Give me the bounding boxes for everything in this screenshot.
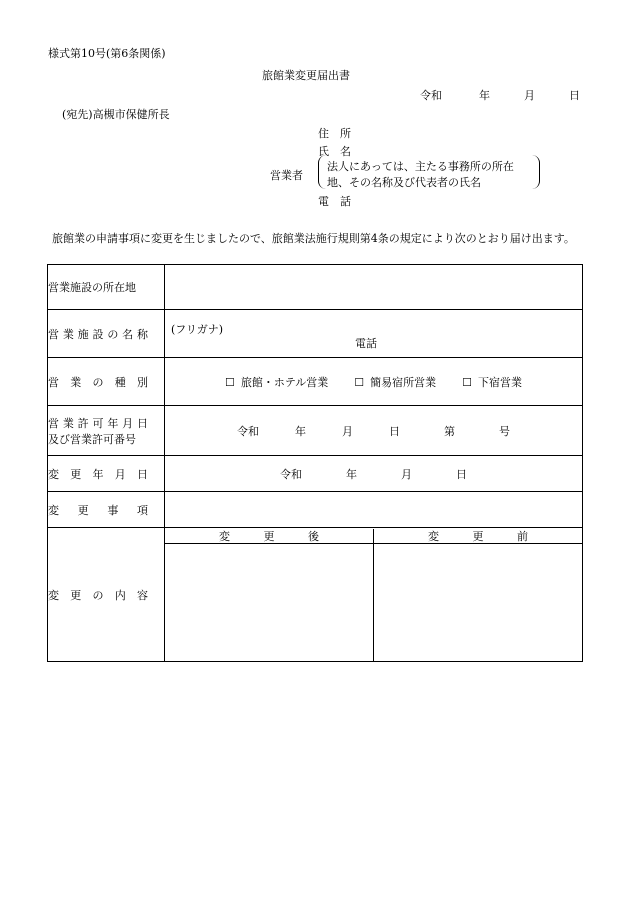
row-change-date [48,456,583,492]
submission-date [420,87,580,103]
row-facility-location [48,265,583,310]
field-change-items[interactable] [165,492,583,528]
field-change-content [165,528,583,662]
operator-note-line-1: 法人にあっては、主たる事務所の所在 [327,160,514,173]
date-era: 令和 [420,89,442,102]
checkbox-icon[interactable]: ☐ [354,375,365,389]
field-change-date[interactable]: 令和 年 月 日 [165,456,583,492]
after-change-header: 変 更 後 [165,529,373,544]
row-business-type [48,358,583,406]
after-change-column [165,529,373,661]
checkbox-icon[interactable]: ☐ [462,375,473,389]
name-label: 氏 名 [318,145,352,158]
before-change-column [373,529,582,661]
address-label: 住 所 [318,127,352,140]
label-facility-name: 営 業 施 設 の 名 称 [48,310,165,358]
change-form-table [47,264,583,662]
field-facility-name[interactable] [165,310,583,358]
before-change-field[interactable] [374,544,582,661]
label-change-items: 変 更 事 項 [48,492,165,528]
date-month: 月 [524,89,535,102]
checkbox-icon[interactable]: ☐ [224,375,235,389]
phone-label: 電 話 [318,195,352,208]
label-change-date: 変 更 年 月 日 [48,456,165,492]
operator-note-line-2: 地、その名称及び代表者の氏名 [327,176,481,189]
addressee: (宛先)高槻市保健所長 [62,108,170,121]
row-change-items [48,492,583,528]
after-change-field[interactable] [165,544,373,661]
field-business-type [165,358,583,406]
label-change-content: 変 更 の 内 容 [48,528,165,662]
row-facility-name [48,310,583,358]
document-title: 旅館業変更届出書 [262,69,350,82]
before-change-header: 変 更 前 [374,529,582,544]
row-permit [48,406,583,456]
label-permit: 営 業 許 可 年 月 日 及び営業許可番号 [48,406,165,456]
label-facility-location: 営業施設の所在地 [48,265,165,310]
field-permit[interactable]: 令和 年 月 日 第 号 [165,406,583,456]
date-day: 日 [569,89,580,102]
row-change-content [48,528,583,662]
label-business-type: 営 業 の 種 別 [48,358,165,406]
option-simple-lodging[interactable]: ☐ 簡易宿所営業 [354,375,437,389]
furigana-label: (フリガナ) [171,322,224,336]
form-number: 様式第10号(第6条関係) [48,47,166,60]
option-ryokan-hotel[interactable]: ☐ 旅館・ホテル営業 [224,375,329,389]
facility-phone-label: 電話 [355,336,377,350]
date-year: 年 [479,89,490,102]
field-facility-location[interactable] [165,265,583,310]
operator-label: 営業者 [270,169,303,182]
option-boarding[interactable]: ☐ 下宿営業 [462,375,523,389]
statement-text: 旅館業の申請事項に変更を生じましたので、旅館業法施行規則第4条の規定により次のとおり届け出ます。 [52,232,575,245]
